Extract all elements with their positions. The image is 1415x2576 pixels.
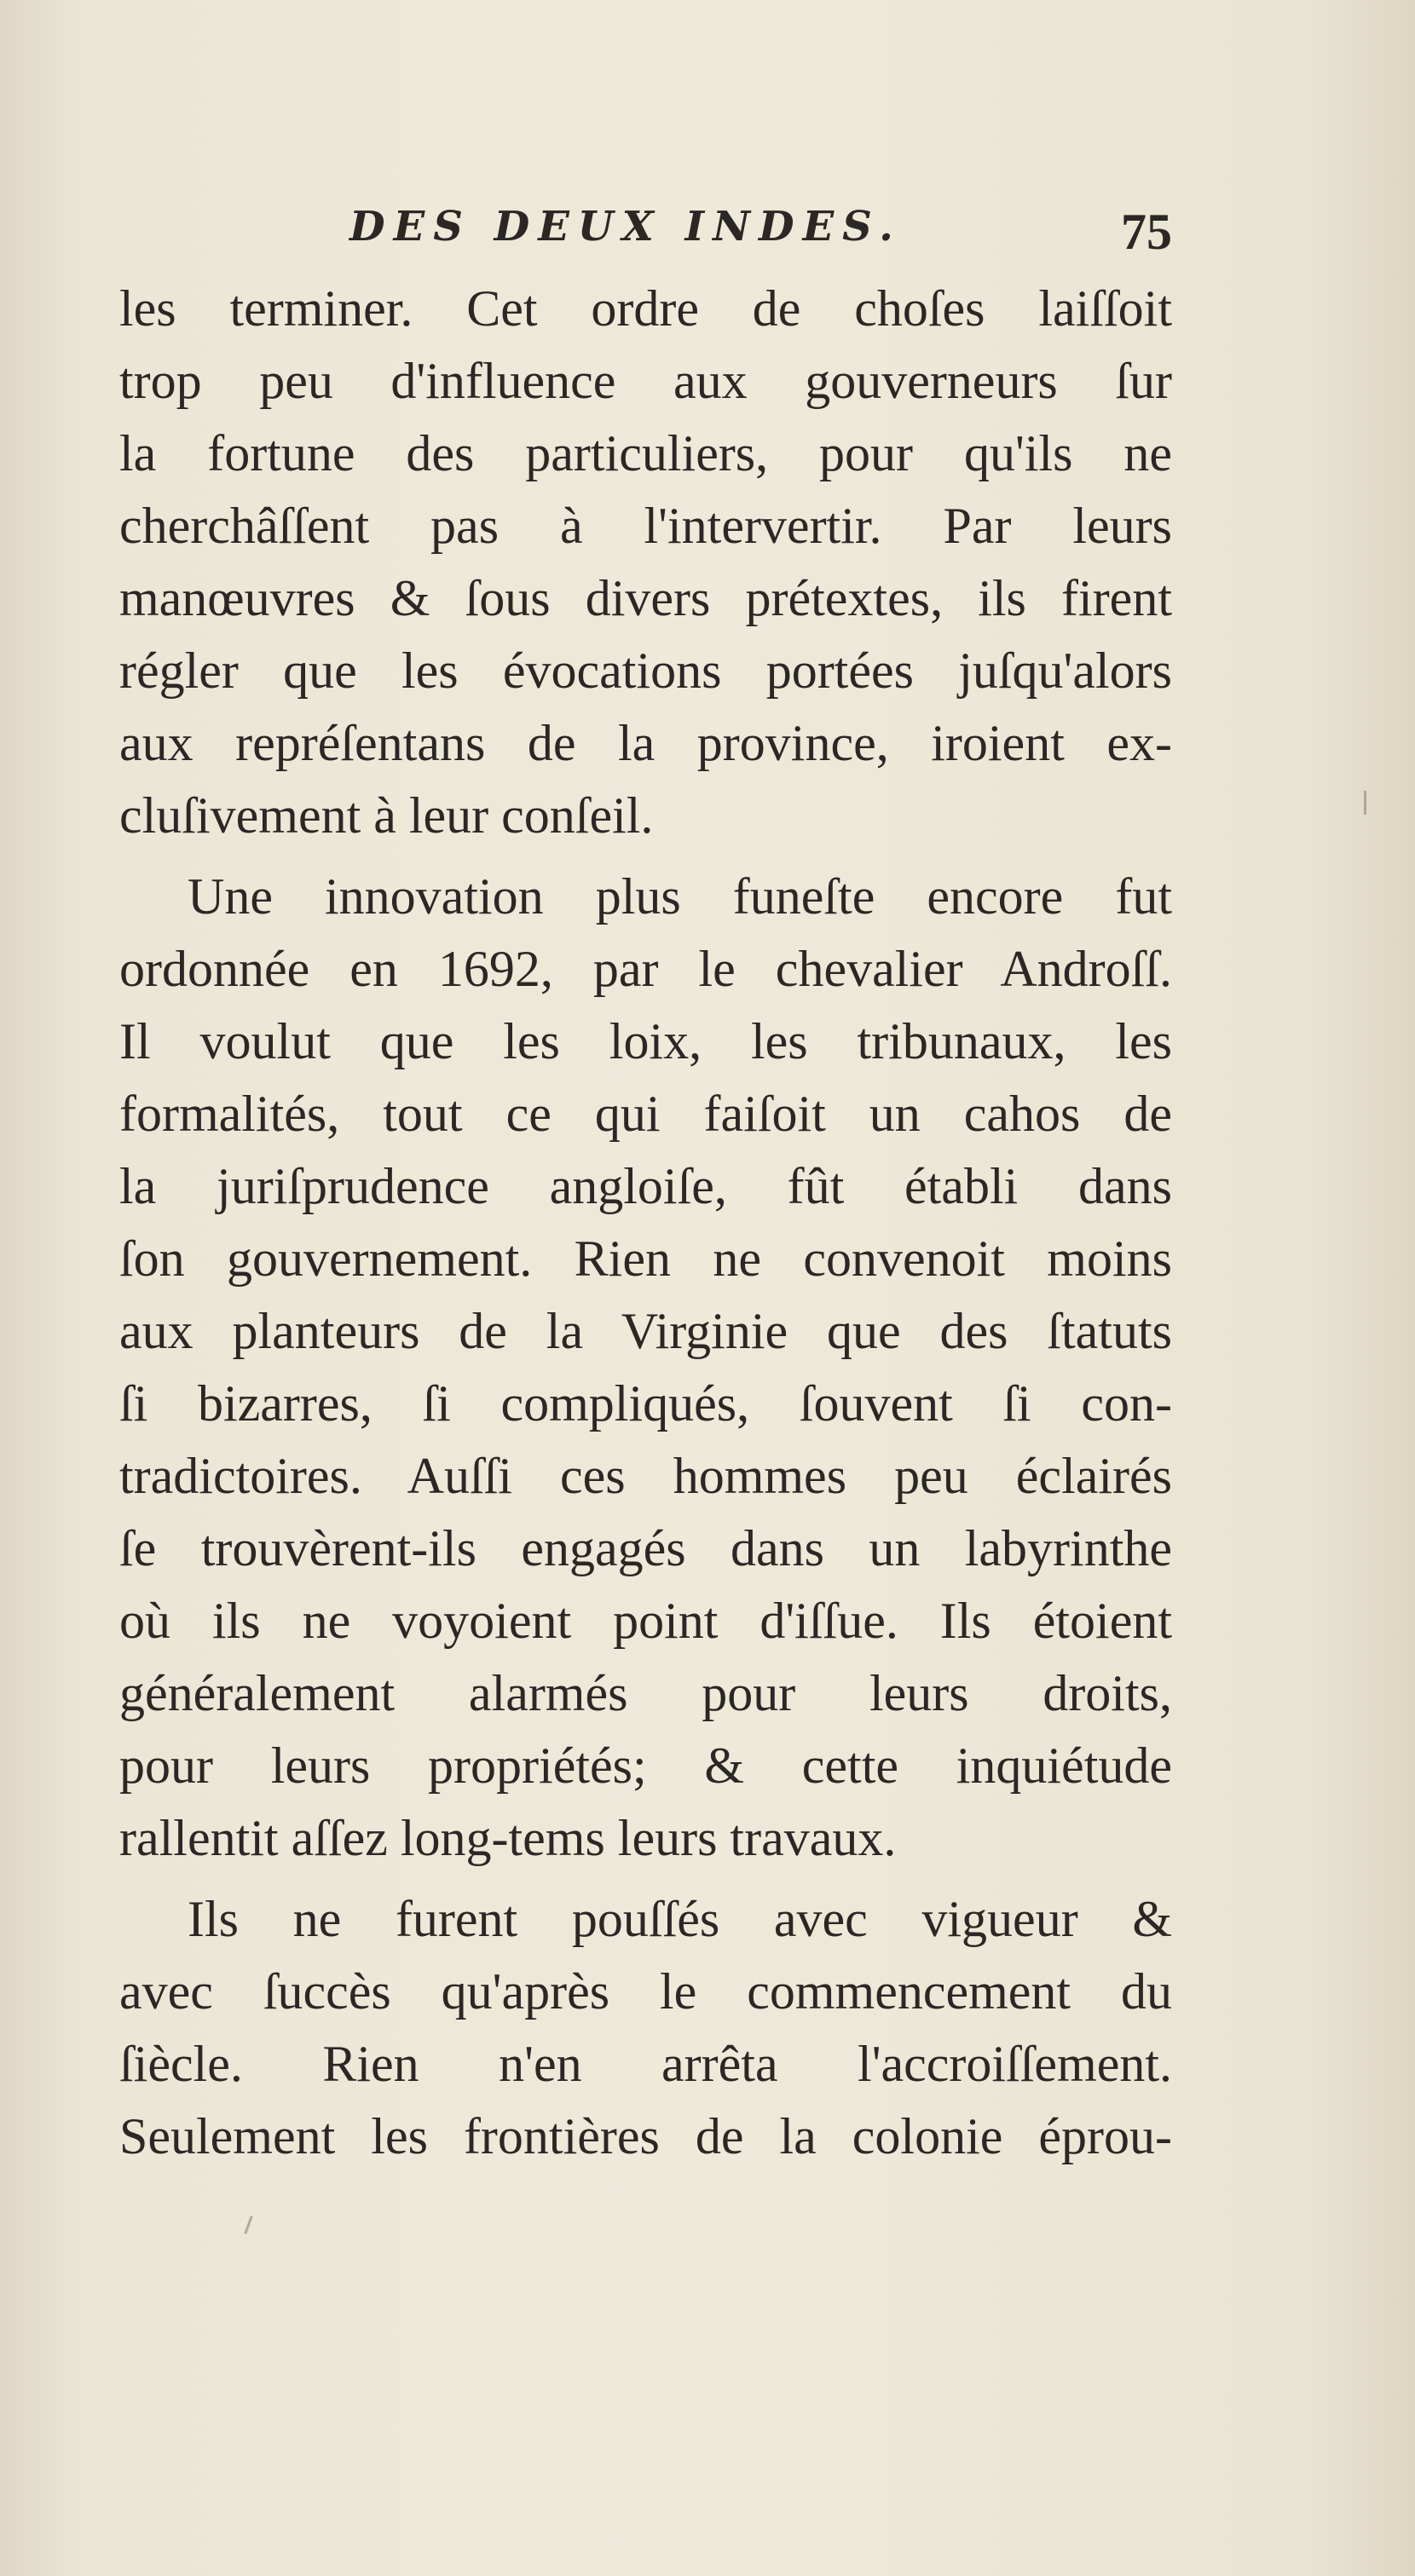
text-line: les terminer. Cet ordre de choſes laiſſoit: [119, 280, 1172, 337]
paragraph-end-line: rallentit aſſez long-tems leurs travaux.: [119, 1810, 897, 1866]
text-line: aux repréſentans de la province, iroient ex-: [119, 715, 1172, 771]
text-line: avec ſuccès qu'après le commencement du: [119, 1963, 1172, 2020]
text-line: cherchâſſent pas à l'intervertir. Par leurs: [119, 498, 1172, 554]
text-line: régler que les évocations portées juſqu'alors: [119, 643, 1172, 699]
text-line: Seulement les frontières de la colonie éprou-: [119, 2108, 1172, 2164]
running-head: [119, 203, 1172, 271]
text-line: ſiècle. Rien n'en arrêta l'accroiſſement.: [119, 2036, 1172, 2092]
text-line: tradictoires. Auſſi ces hommes peu éclairés: [119, 1448, 1172, 1504]
paragraph-start-line: Une innovation plus funeſte encore fut: [188, 868, 1172, 925]
running-title: DES DEUX INDES.: [349, 203, 902, 251]
text-line: généralement alarmés pour leurs droits,: [119, 1665, 1172, 1721]
paper-mark: [1364, 791, 1366, 815]
text-line: la fortune des particuliers, pour qu'ils ne: [119, 425, 1172, 481]
text-line: formalités, tout ce qui faiſoit un cahos de: [119, 1086, 1172, 1142]
text-line: ſon gouvernement. Rien ne convenoit moins: [119, 1230, 1172, 1287]
text-line: manœuvres & ſous divers prétextes, ils firent: [119, 570, 1172, 626]
text-line: ordonnée en 1692, par le chevalier Androſſ.: [119, 941, 1172, 997]
text-line: la juriſprudence angloiſe, fût établi dans: [119, 1158, 1172, 1214]
body-text: [119, 273, 1172, 2173]
text-line: où ils ne voyoient point d'iſſue. Ils étoient: [119, 1593, 1172, 1649]
paper-mark: [244, 2216, 252, 2234]
text-line: aux planteurs de la Virginie que des ſtatuts: [119, 1303, 1172, 1359]
text-line: ſe trouvèrent-ils engagés dans un labyrinthe: [119, 1520, 1172, 1576]
paragraph-end-line: cluſivement à leur conſeil.: [119, 787, 654, 844]
text-line: Il voulut que les loix, les tribunaux, les: [119, 1013, 1172, 1069]
page-number: 75: [1121, 204, 1172, 260]
paragraph-start-line: Ils ne furent pouſſés avec vigueur &: [188, 1891, 1172, 1947]
text-line: ſi bizarres, ſi compliqués, ſouvent ſi con-: [119, 1375, 1172, 1432]
text-line: trop peu d'influence aux gouverneurs ſur: [119, 353, 1172, 409]
text-line: pour leurs propriétés; & cette inquiétude: [119, 1738, 1172, 1794]
